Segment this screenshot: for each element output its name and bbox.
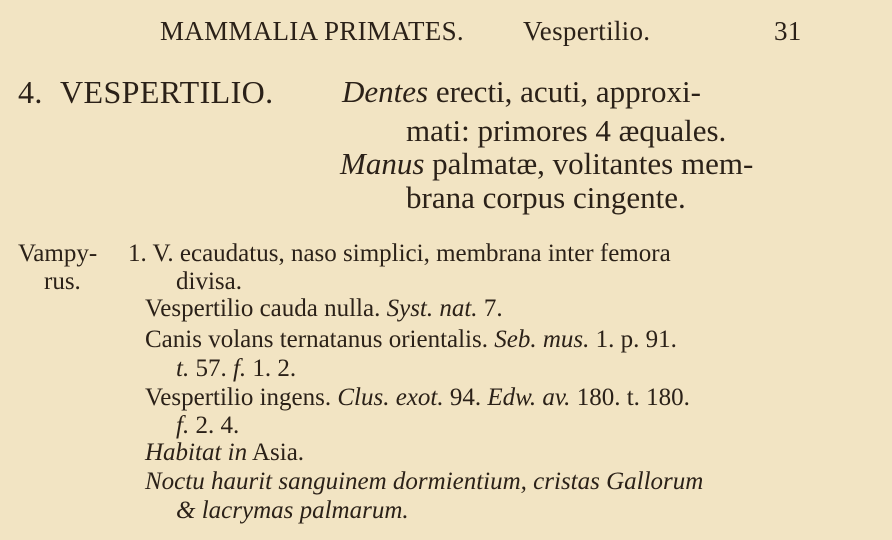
character-text: brana corpus cingente. [406, 180, 686, 215]
genus-character-line [406, 113, 726, 149]
margin-name-line-1: Vampy- [18, 240, 98, 267]
synonym-ref-2: f. [232, 355, 247, 382]
synonym-name: Canis volans ternatanus orientalis. [145, 326, 488, 353]
synonym-line-continued [176, 412, 239, 440]
genus-name: VESPERTILIO. [60, 74, 274, 110]
synonym-ref: f. [176, 412, 190, 439]
genus-character-line [406, 180, 686, 216]
running-head-genus: Vespertilio. [523, 16, 651, 46]
synonym-ref: Syst. nat. [386, 295, 478, 322]
synonym-line [145, 326, 677, 354]
habitat-place: Asia. [251, 439, 305, 466]
character-text: palmatæ, volitantes mem- [424, 146, 754, 181]
synonym-line [145, 384, 690, 412]
synonym-ref-2: Edw. av. [487, 384, 571, 411]
synonym-line [145, 295, 503, 323]
genus-character-line [342, 74, 701, 110]
species-description-continued: divisa. [176, 268, 242, 295]
synonym-ref: Clus. exot. [337, 384, 444, 411]
species-note-continued: & lacrymas palmarum. [176, 497, 409, 524]
habitat-line [145, 439, 304, 467]
synonym-name: Vespertilio cauda nulla. [145, 295, 381, 322]
species-note: Noctu haurit sanguinem dormientium, cristas Gallorum [145, 468, 704, 495]
character-text: erecti, acuti, approxi- [428, 74, 701, 109]
synonym-ref-number: 57. [195, 355, 227, 382]
habitat-label: Habitat in [145, 439, 248, 466]
synonym-name: Vespertilio ingens. [145, 384, 332, 411]
character-term: Manus [340, 146, 425, 181]
genus-character-line [340, 146, 753, 182]
synonym-ref: Seb. mus. [494, 326, 590, 353]
character-term: Dentes [342, 74, 429, 109]
running-head-title: MAMMALIA PRIMATES. [160, 16, 464, 46]
synonym-ref-number: 7. [483, 295, 503, 322]
synonym-ref-number: 2. 4. [195, 412, 240, 439]
synonym-ref-number-2: 1. 2. [252, 355, 297, 382]
character-text: mati: primores 4 æquales. [406, 113, 727, 148]
synonym-line-continued [176, 355, 296, 383]
page-number: 31 [774, 16, 802, 46]
margin-name-line-2: rus. [44, 268, 81, 295]
synonym-ref-number-2: 180. t. 180. [576, 384, 690, 411]
synonym-ref: t. [176, 355, 190, 382]
species-description: 1. V. ecaudatus, naso simplici, membrana inter femora [128, 240, 671, 267]
synonym-ref-number: 1. p. 91. [595, 326, 677, 353]
genus-number: 4. [18, 74, 43, 110]
synonym-ref-number: 94. [449, 384, 482, 411]
